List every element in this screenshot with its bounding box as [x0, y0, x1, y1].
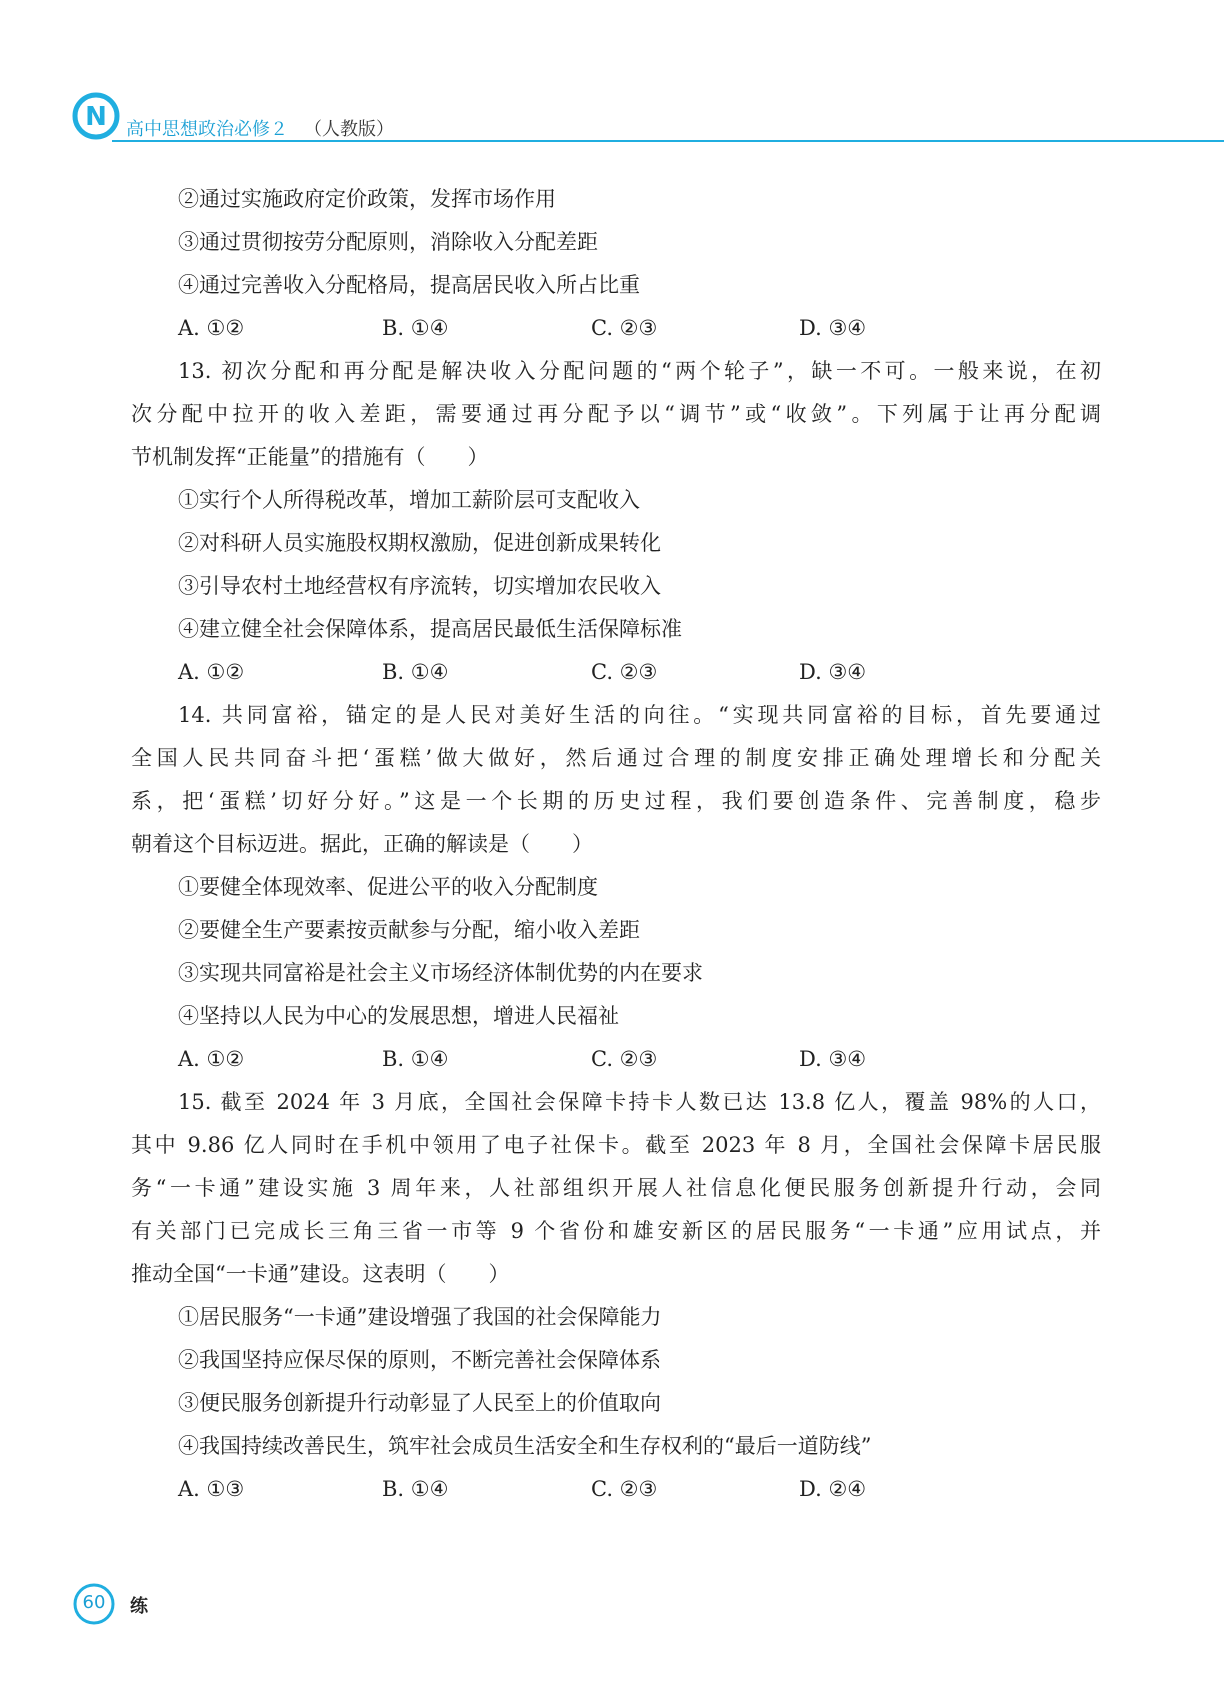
statement-item: ④建立健全社会保障体系，提高居民最低生活保障标准 — [178, 617, 682, 641]
option-d: D. ③④ — [799, 1047, 867, 1071]
option-c: C. ②③ — [591, 1047, 658, 1071]
logo-letter: N — [85, 102, 107, 132]
option-d: D. ③④ — [799, 660, 867, 684]
question-stem-line: 系，把‘蛋糕’切好分好。”这是一个长期的历史过程，我们要创造条件、完善制度，稳步 — [131, 789, 1101, 813]
statement-item: ②对科研人员实施股权期权激励，促进创新成果转化 — [178, 531, 661, 555]
option-a: A. ①③ — [178, 1477, 245, 1501]
question-stem-line: 15. 截至 2024 年 3 月底，全国社会保障卡持卡人数已达 13.8 亿人，覆盖 98%的人口， — [178, 1090, 1101, 1114]
option-c: C. ②③ — [591, 316, 658, 340]
question-15 — [131, 1081, 1101, 1511]
logo-icon — [72, 92, 120, 140]
book-title: 高中思想政治必修２ — [126, 119, 288, 140]
option-c: C. ②③ — [591, 1477, 658, 1501]
option-b: B. ①④ — [382, 660, 449, 684]
page-header — [0, 0, 1224, 150]
statement-item: ③实现共同富裕是社会主义市场经济体制优势的内在要求 — [178, 961, 703, 985]
option-c: C. ②③ — [591, 660, 658, 684]
question-stem-line: 其中 9.86 亿人同时在手机中领用了电子社保卡。截至 2023 年 8 月，全国社会保障卡居民服 — [131, 1133, 1101, 1157]
statement-item: ③通过贯彻按劳分配原则，消除收入分配差距 — [178, 230, 598, 254]
statement-item: ③便民服务创新提升行动彰显了人民至上的价值取向 — [178, 1391, 661, 1415]
option-b: B. ①④ — [382, 316, 449, 340]
answer-options — [131, 1038, 1101, 1081]
question-stem-line: 全国人民共同奋斗把‘蛋糕’做大做好，然后通过合理的制度安排正确处理增长和分配关 — [131, 746, 1101, 770]
page-number: 60 — [82, 1592, 106, 1613]
statement-item: ②通过实施政府定价政策，发挥市场作用 — [178, 187, 556, 211]
option-b: B. ①④ — [382, 1477, 449, 1501]
answer-options — [131, 651, 1101, 694]
statement-item: ②要健全生产要素按贡献参与分配，缩小收入差距 — [178, 918, 640, 942]
statement-item: ④我国持续改善民生，筑牢社会成员生活安全和生存权利的“最后一道防线” — [178, 1434, 872, 1458]
statement-item: ④坚持以人民为中心的发展思想，增进人民福祉 — [178, 1004, 619, 1028]
statement-item: ④通过完善收入分配格局，提高居民收入所占比重 — [178, 273, 640, 297]
book-edition: （人教版） — [304, 119, 394, 140]
question-stem-line: 有关部门已完成长三角三省一市等 9 个省份和雄安新区的居民服务“一卡通”应用试点，并 — [131, 1219, 1101, 1243]
question-stem-line: 节机制发挥“正能量”的措施有（ ） — [131, 445, 489, 469]
option-b: B. ①④ — [382, 1047, 449, 1071]
question-stem-line: 14. 共同富裕，锚定的是人民对美好生活的向往。“实现共同富裕的目标，首先要通过 — [178, 703, 1101, 727]
statement-item: ①实行个人所得税改革，增加工薪阶层可支配收入 — [178, 488, 640, 512]
question-stem-line: 朝着这个目标迈进。据此，正确的解读是（ ） — [131, 832, 593, 856]
statement-item: ①要健全体现效率、促进公平的收入分配制度 — [178, 875, 598, 899]
question-14 — [131, 694, 1101, 1081]
option-a: A. ①② — [178, 1047, 245, 1071]
question-12 — [131, 178, 1101, 350]
option-d: D. ②④ — [799, 1477, 867, 1501]
answer-options — [131, 307, 1101, 350]
statement-item: ③引导农村土地经营权有序流转，切实增加农民收入 — [178, 574, 661, 598]
statement-item: ②我国坚持应保尽保的原则，不断完善社会保障体系 — [178, 1348, 661, 1372]
answer-options — [131, 1468, 1101, 1511]
section-label: 练 — [130, 1596, 148, 1617]
question-stem-line: 13. 初次分配和再分配是解决收入分配问题的“两个轮子”，缺一不可。一般来说，在初 — [178, 359, 1101, 383]
question-stem-line: 推动全国“一卡通”建设。这表明（ ） — [131, 1262, 510, 1286]
page-footer — [60, 1570, 260, 1650]
option-a: A. ①② — [178, 660, 245, 684]
page-content — [131, 178, 1101, 1511]
question-13 — [131, 350, 1101, 694]
option-d: D. ③④ — [799, 316, 867, 340]
statement-item: ①居民服务“一卡通”建设增强了我国的社会保障能力 — [178, 1305, 662, 1329]
question-stem-line: 次分配中拉开的收入差距，需要通过再分配予以“调节”或“收敛”。下列属于让再分配调 — [131, 402, 1101, 426]
question-stem-line: 务“一卡通”建设实施 3 周年来，人社部组织开展人社信息化便民服务创新提升行动，会同 — [131, 1176, 1101, 1200]
option-a: A. ①② — [178, 316, 245, 340]
